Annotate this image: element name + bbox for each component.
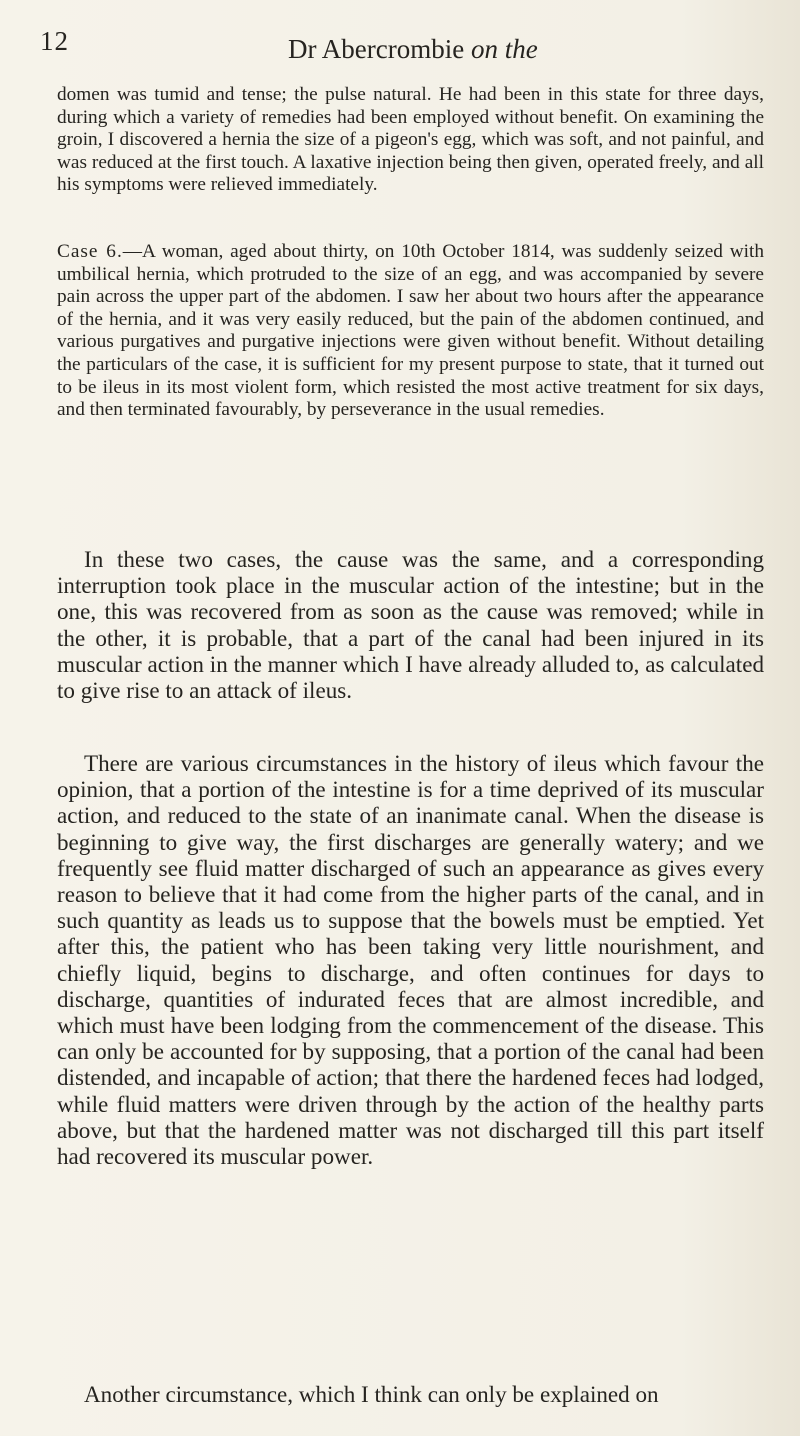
case-6-text: —A woman, aged about thirty, on 10th October 1814, was suddenly seized with umbilical hernia, which protruded to the size of an egg, and was accompanied by severe pain across the upper part of the abdomen. I saw her about two hours after the appearance of the hernia, and it was very easily reduced, but the pain of the abdomen continued, and various purgatives and purgative injections were given without benefit. Without detailing the particulars of the case, it is sufficient for my present purpose to state, that it turned out to be ileus in its most violent form, which resisted the most active treatment for six days, and then terminated favourably, by perseverance in the usual remedies. bbox=[57, 241, 764, 421]
case-6-label: Case 6. bbox=[57, 241, 123, 262]
running-head-author: Dr Abercrombie bbox=[288, 34, 471, 64]
case-6-paragraph bbox=[57, 241, 764, 422]
running-head-title: on the bbox=[470, 34, 538, 64]
paragraph-circumstances-ileus: There are various circumstances in the history of ileus which favour the opinion, that a portion of the intestine is for a time deprived of its muscular action, and reduced to the state of an inanimate canal. When the disease is beginning to give way, the first discharges are generally watery; and we frequently see fluid matter discharged of such an appearance as gives every reason to believe that it had come from the higher parts of the canal, and in such quantity as leads us to suppose that the bowels must be emptied. Yet after this, the patient who has been taking very little nourishment, and chiefly liquid, begins to discharge, and often continues for days to discharge, quantities of indurated feces that are almost incredible, and which must have been lodging from the commencement of the disease. This can only be accounted for by supposing, that a portion of the canal had been distended, and incapable of action; that there the hardened feces had lodged, while fluid matters were driven through by the action of the healthy parts above, but that the hardened matter was not discharged till this part itself had recovered its muscular power. bbox=[57, 750, 764, 1170]
paragraph-another-circumstance: Another circumstance, which I think can only be explained on bbox=[84, 1381, 659, 1407]
paragraph-two-cases: In these two cases, the cause was the same, and a corresponding interruption took place in the muscular action of the intestine; but in the one, this was recovered from as soon as the cause was removed; while in the other, it is probable, that a part of the canal had been injured in its muscular action in the manner which I have already alluded to, as calculated to give rise to an attack of ileus. bbox=[57, 546, 764, 704]
running-head bbox=[288, 34, 538, 65]
page-number: 12 bbox=[40, 26, 69, 56]
case-5-continuation: domen was tumid and tense; the pulse natural. He had been in this state for three days, during which a variety of remedies had been employed without benefit. On examining the groin, I discovered a hernia the size of a pigeon's egg, which was soft, and not painful, and was reduced at the first touch. A laxative injection being then given, operated freely, and all his symptoms were relieved immediately. bbox=[57, 84, 764, 196]
